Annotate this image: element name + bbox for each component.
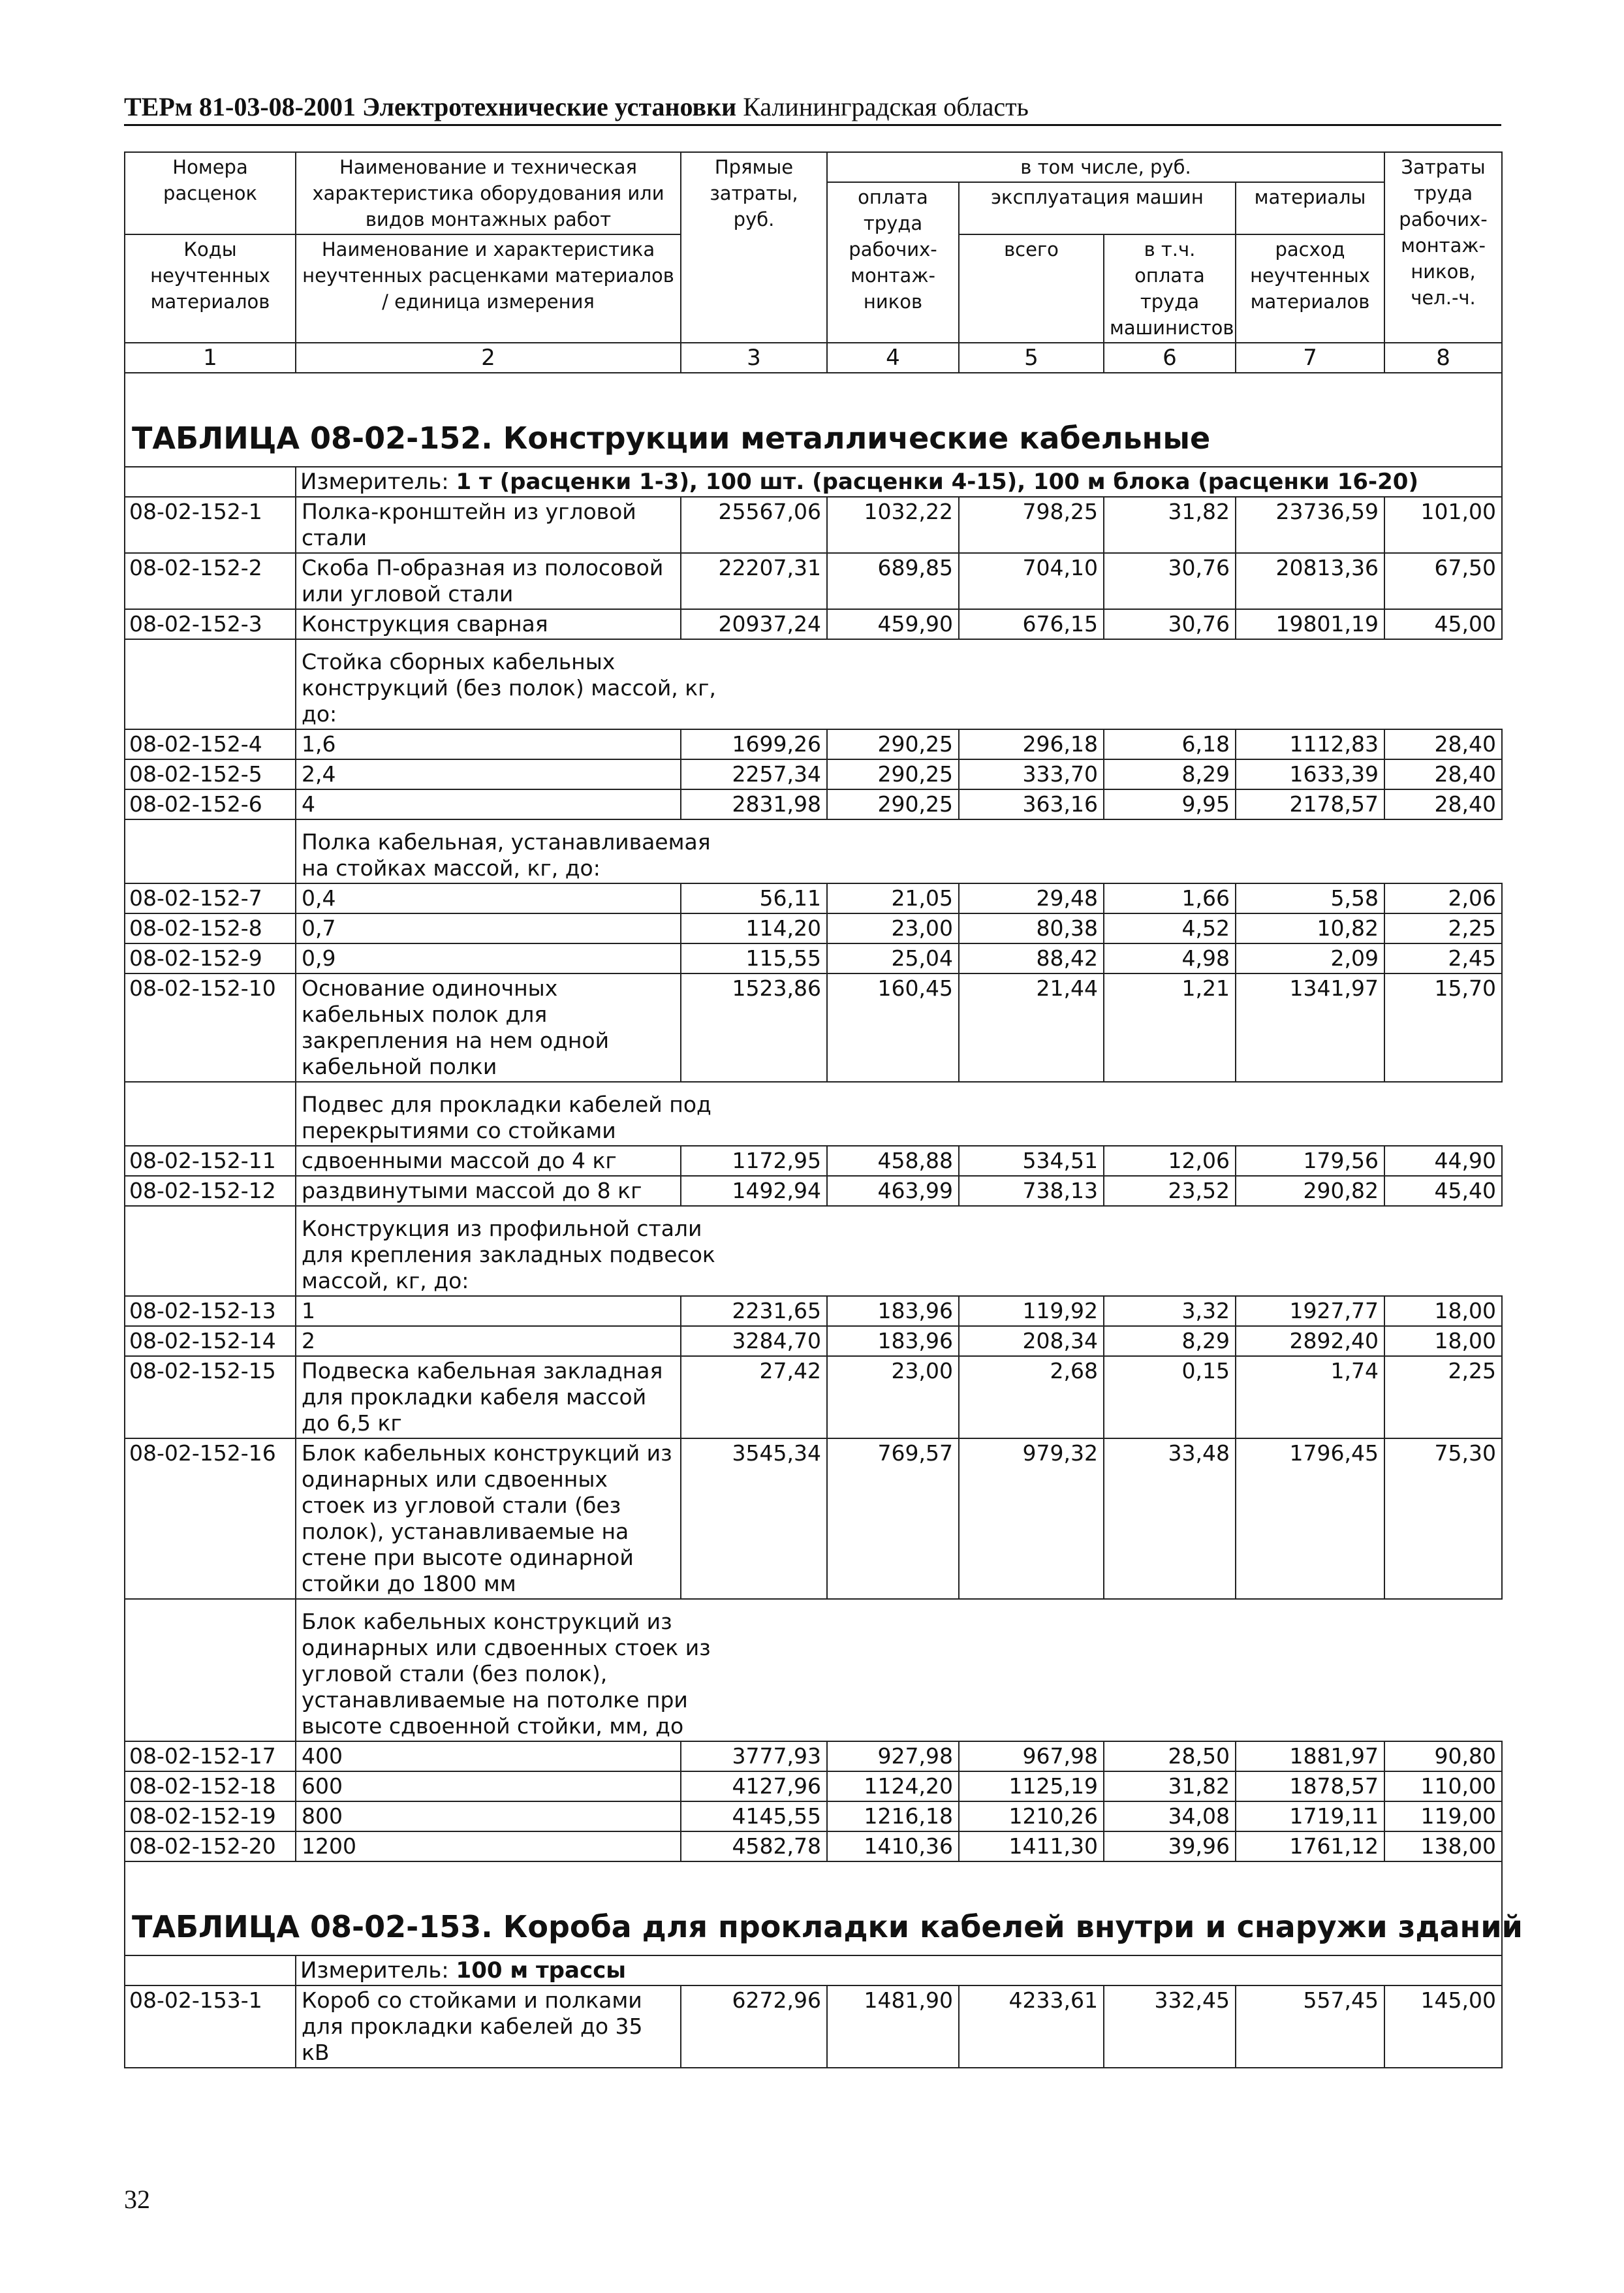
value-m_wage: 3,32: [1104, 1296, 1236, 1326]
value-m_total: 363,16: [959, 789, 1104, 819]
value-m_wage: 1,66: [1104, 883, 1236, 913]
value-m_total: 29,48: [959, 883, 1104, 913]
col-code-bottom: Коды неучтенных материалов: [125, 234, 296, 343]
value-m_wage: 6,18: [1104, 729, 1236, 759]
rate-code: 08-02-152-16: [125, 1438, 296, 1599]
rate-code: 08-02-152-6: [125, 789, 296, 819]
value-mat: 1,74: [1236, 1356, 1384, 1438]
rate-name: Скоба П-образная из полосовой или угловой стали: [296, 553, 681, 609]
value-direct: 1172,95: [681, 1146, 827, 1176]
table-row: [125, 789, 1502, 819]
value-mat: 1341,97: [1236, 973, 1384, 1082]
value-wage: 1481,90: [827, 1985, 959, 2068]
section-title-cell: [125, 1861, 1523, 1955]
rate-code: 08-02-152-17: [125, 1741, 296, 1771]
table-row: [125, 1801, 1502, 1831]
measure-spacer: [125, 467, 296, 497]
column-header-row-1: [125, 152, 1502, 182]
value-labor: 67,50: [1384, 553, 1502, 609]
rate-code: 08-02-152-20: [125, 1831, 296, 1861]
table-row: [125, 729, 1502, 759]
value-m_total: 1210,26: [959, 1801, 1104, 1831]
table-row: [125, 1176, 1502, 1206]
value-direct: 4582,78: [681, 1831, 827, 1861]
col-number: 3: [681, 343, 827, 373]
measure-label: Измеритель:: [300, 1957, 449, 1984]
value-direct: 56,11: [681, 883, 827, 913]
value-direct: 6272,96: [681, 1985, 827, 2068]
table-row: [125, 1985, 1502, 2068]
col-wage: оплата труда рабочих-монтаж-ников: [827, 182, 959, 343]
value-m_wage: 28,50: [1104, 1741, 1236, 1771]
rate-code: 08-02-152-3: [125, 609, 296, 639]
rate-code: 08-02-152-9: [125, 943, 296, 973]
value-mat: 1633,39: [1236, 759, 1384, 789]
rate-code: 08-02-152-4: [125, 729, 296, 759]
rate-name: Подвеска кабельная закладная для прокладки кабеля массой до 6,5 кг: [296, 1356, 681, 1438]
value-mat: 20813,36: [1236, 553, 1384, 609]
value-mat: 2178,57: [1236, 789, 1384, 819]
value-wage: 183,96: [827, 1326, 959, 1356]
table-row: [125, 883, 1502, 913]
value-direct: 1523,86: [681, 973, 827, 1082]
value-wage: 160,45: [827, 973, 959, 1082]
value-m_total: 798,25: [959, 497, 1104, 553]
col-name-top: Наименование и техническая характеристика оборудования или видов монтажных работ: [296, 152, 681, 234]
value-wage: 25,04: [827, 943, 959, 973]
col-number: 4: [827, 343, 959, 373]
code-cell-empty: [125, 1206, 296, 1296]
value-labor: 18,00: [1384, 1296, 1502, 1326]
col-number: 6: [1104, 343, 1236, 373]
value-direct: 3777,93: [681, 1741, 827, 1771]
col-number: 5: [959, 343, 1104, 373]
value-m_wage: 30,76: [1104, 609, 1236, 639]
value-m_total: 967,98: [959, 1741, 1104, 1771]
value-m_wage: 39,96: [1104, 1831, 1236, 1861]
col-machines: эксплуатация машин: [959, 182, 1236, 234]
measure-cell: [296, 1955, 1502, 1985]
value-m_total: 88,42: [959, 943, 1104, 973]
rate-code: 08-02-152-15: [125, 1356, 296, 1438]
rate-name: 1,6: [296, 729, 681, 759]
col-materials: материалы: [1236, 182, 1384, 234]
col-number: 7: [1236, 343, 1384, 373]
rate-name: Конструкция сварная: [296, 609, 681, 639]
table-section-heading: [125, 1861, 1502, 1955]
col-materials-sub: расход неучтенных материалов: [1236, 234, 1384, 343]
measure-value: 1 т (расценки 1-3), 100 шт. (расценки 4-15), 100 м блока (расценки 16-20): [456, 469, 1418, 495]
value-labor: 145,00: [1384, 1985, 1502, 2068]
column-number-row: [125, 343, 1502, 373]
value-mat: 179,56: [1236, 1146, 1384, 1176]
col-direct: Прямые затраты, руб.: [681, 152, 827, 343]
value-labor: 28,40: [1384, 789, 1502, 819]
value-m_total: 333,70: [959, 759, 1104, 789]
running-header: [124, 91, 1501, 122]
col-name-bottom: Наименование и характеристика неучтенных расценками материалов / единица измерения: [296, 234, 681, 343]
value-m_wage: 12,06: [1104, 1146, 1236, 1176]
rate-code: 08-02-152-8: [125, 913, 296, 943]
value-direct: 4145,55: [681, 1801, 827, 1831]
group-heading-row: [125, 819, 1502, 883]
value-labor: 45,40: [1384, 1176, 1502, 1206]
value-mat: 1761,12: [1236, 1831, 1384, 1861]
rate-name: Основание одиночных кабельных полок для закрепления на нем одной кабельной полки: [296, 973, 681, 1082]
value-mat: 1927,77: [1236, 1296, 1384, 1326]
rate-name: 1200: [296, 1831, 681, 1861]
measure-spacer: [125, 1955, 296, 1985]
header-rule: [124, 124, 1501, 126]
rate-code: 08-02-152-12: [125, 1176, 296, 1206]
value-wage: 463,99: [827, 1176, 959, 1206]
group-heading-row: [125, 1599, 1502, 1741]
section-title: ТАБЛИЦА 08-02-153. Короба для прокладки кабелей внутри и снаружи зданий: [132, 1909, 1523, 1944]
rate-code: 08-02-152-11: [125, 1146, 296, 1176]
value-m_total: 4233,61: [959, 1985, 1104, 2068]
group-heading: Полка кабельная, устанавливаемая на стойках массой, кг, до:: [296, 819, 1502, 883]
rate-code: 08-02-152-13: [125, 1296, 296, 1326]
value-m_total: 704,10: [959, 553, 1104, 609]
measure-row: [125, 1955, 1502, 1985]
table-row: [125, 913, 1502, 943]
rates-table: [124, 151, 1523, 2068]
code-cell-empty: [125, 639, 296, 729]
value-m_total: 208,34: [959, 1326, 1104, 1356]
value-direct: 20937,24: [681, 609, 827, 639]
table-row: [125, 1771, 1502, 1801]
value-mat: 1719,11: [1236, 1801, 1384, 1831]
value-m_wage: 23,52: [1104, 1176, 1236, 1206]
value-wage: 1032,22: [827, 497, 959, 553]
value-wage: 290,25: [827, 789, 959, 819]
value-labor: 44,90: [1384, 1146, 1502, 1176]
value-mat: 5,58: [1236, 883, 1384, 913]
value-labor: 28,40: [1384, 729, 1502, 759]
value-wage: 183,96: [827, 1296, 959, 1326]
col-code-top: Номера расценок: [125, 152, 296, 234]
value-labor: 2,25: [1384, 913, 1502, 943]
group-heading-row: [125, 1082, 1502, 1146]
value-direct: 22207,31: [681, 553, 827, 609]
value-mat: 1796,45: [1236, 1438, 1384, 1599]
table-row: [125, 1146, 1502, 1176]
value-wage: 689,85: [827, 553, 959, 609]
group-heading-row: [125, 1206, 1502, 1296]
value-m_total: 979,32: [959, 1438, 1104, 1599]
value-mat: 2,09: [1236, 943, 1384, 973]
value-mat: 1881,97: [1236, 1741, 1384, 1771]
table-row: [125, 609, 1502, 639]
value-m_total: 1411,30: [959, 1831, 1104, 1861]
value-direct: 114,20: [681, 913, 827, 943]
value-labor: 2,25: [1384, 1356, 1502, 1438]
value-labor: 138,00: [1384, 1831, 1502, 1861]
value-m_total: 534,51: [959, 1146, 1104, 1176]
rate-name: 600: [296, 1771, 681, 1801]
value-m_total: 80,38: [959, 913, 1104, 943]
value-labor: 18,00: [1384, 1326, 1502, 1356]
value-direct: 4127,96: [681, 1771, 827, 1801]
value-direct: 1492,94: [681, 1176, 827, 1206]
page-number: 32: [124, 2185, 150, 2214]
code-cell-empty: [125, 1599, 296, 1741]
rate-code: 08-02-152-1: [125, 497, 296, 553]
rate-name: 2: [296, 1326, 681, 1356]
rate-name: Блок кабельных конструкций из одинарных или сдвоенных стоек из угловой стали (без полок), устанавливаемые на стене при высоте одинарной стойки до 1800 мм: [296, 1438, 681, 1599]
value-direct: 2831,98: [681, 789, 827, 819]
value-m_total: 676,15: [959, 609, 1104, 639]
rate-name: 400: [296, 1741, 681, 1771]
rate-code: 08-02-152-7: [125, 883, 296, 913]
value-m_wage: 8,29: [1104, 759, 1236, 789]
code-cell-empty: [125, 819, 296, 883]
value-wage: 23,00: [827, 913, 959, 943]
col-number: 1: [125, 343, 296, 373]
group-heading-row: [125, 639, 1502, 729]
value-m_wage: 4,52: [1104, 913, 1236, 943]
rate-name: 2,4: [296, 759, 681, 789]
value-wage: 769,57: [827, 1438, 959, 1599]
table-row: [125, 1438, 1502, 1599]
table-row: [125, 553, 1502, 609]
section-title: ТАБЛИЦА 08-02-152. Конструкции металлические кабельные: [132, 420, 1211, 456]
rate-name: 4: [296, 789, 681, 819]
value-labor: 2,06: [1384, 883, 1502, 913]
value-m_wage: 31,82: [1104, 1771, 1236, 1801]
value-direct: 115,55: [681, 943, 827, 973]
value-direct: 3284,70: [681, 1326, 827, 1356]
rate-code: 08-02-152-19: [125, 1801, 296, 1831]
value-wage: 1124,20: [827, 1771, 959, 1801]
table-row: [125, 497, 1502, 553]
table-row: [125, 1326, 1502, 1356]
rate-code: 08-02-152-18: [125, 1771, 296, 1801]
table-row: [125, 973, 1502, 1082]
value-m_total: 2,68: [959, 1356, 1104, 1438]
value-wage: 927,98: [827, 1741, 959, 1771]
value-mat: 10,82: [1236, 913, 1384, 943]
col-number: 2: [296, 343, 681, 373]
header-title: ТЕРм 81-03-08-2001 Электротехнические установки: [124, 92, 737, 121]
value-direct: 2257,34: [681, 759, 827, 789]
value-m_wage: 332,45: [1104, 1985, 1236, 2068]
measure-cell: [296, 467, 1502, 497]
value-m_wage: 4,98: [1104, 943, 1236, 973]
value-wage: 23,00: [827, 1356, 959, 1438]
value-m_wage: 33,48: [1104, 1438, 1236, 1599]
measure-row: [125, 467, 1502, 497]
rate-name: Полка-кронштейн из угловой стали: [296, 497, 681, 553]
rate-name: 0,9: [296, 943, 681, 973]
table-row: [125, 759, 1502, 789]
table-row: [125, 1831, 1502, 1861]
rate-name: 800: [296, 1801, 681, 1831]
value-labor: 90,80: [1384, 1741, 1502, 1771]
value-labor: 45,00: [1384, 609, 1502, 639]
value-direct: 27,42: [681, 1356, 827, 1438]
header-region: Калининградская область: [743, 92, 1029, 121]
value-wage: 290,25: [827, 759, 959, 789]
col-machines-total: всего: [959, 234, 1104, 343]
section-title-cell: [125, 373, 1502, 467]
value-wage: 290,25: [827, 729, 959, 759]
value-m_wage: 8,29: [1104, 1326, 1236, 1356]
rate-name: 0,4: [296, 883, 681, 913]
value-m_total: 1125,19: [959, 1771, 1104, 1801]
value-m_total: 21,44: [959, 973, 1104, 1082]
value-m_total: 119,92: [959, 1296, 1104, 1326]
group-heading: Стойка сборных кабельных конструкций (без полок) массой, кг, до:: [296, 639, 1502, 729]
table-row: [125, 1356, 1502, 1438]
value-m_total: 738,13: [959, 1176, 1104, 1206]
value-m_wage: 1,21: [1104, 973, 1236, 1082]
value-m_wage: 34,08: [1104, 1801, 1236, 1831]
rate-name: раздвинутыми массой до 8 кг: [296, 1176, 681, 1206]
value-mat: 23736,59: [1236, 497, 1384, 553]
value-m_wage: 9,95: [1104, 789, 1236, 819]
value-labor: 110,00: [1384, 1771, 1502, 1801]
value-mat: 557,45: [1236, 1985, 1384, 2068]
group-heading: Блок кабельных конструкций из одинарных или сдвоенных стоек из угловой стали (без полок), устанавливаемые на потолке при высоте сдвоенной стойки, мм, до: [296, 1599, 1502, 1741]
value-mat: 290,82: [1236, 1176, 1384, 1206]
col-labor: Затраты труда рабочих-монтаж-ников, чел.-ч.: [1384, 152, 1502, 343]
code-cell-empty: [125, 1082, 296, 1146]
rate-code: 08-02-152-14: [125, 1326, 296, 1356]
rate-name: 0,7: [296, 913, 681, 943]
value-mat: 1878,57: [1236, 1771, 1384, 1801]
value-labor: 2,45: [1384, 943, 1502, 973]
value-mat: 19801,19: [1236, 609, 1384, 639]
table-row: [125, 943, 1502, 973]
value-wage: 1216,18: [827, 1801, 959, 1831]
measure-value: 100 м трассы: [456, 1957, 627, 1984]
value-wage: 1410,36: [827, 1831, 959, 1861]
value-labor: 101,00: [1384, 497, 1502, 553]
group-heading: Конструкция из профильной стали для крепления закладных подвесок массой, кг, до:: [296, 1206, 1502, 1296]
value-wage: 458,88: [827, 1146, 959, 1176]
rate-code: 08-02-152-2: [125, 553, 296, 609]
value-wage: 459,90: [827, 609, 959, 639]
rate-name: Короб со стойками и полками для прокладки кабелей до 35 кВ: [296, 1985, 681, 2068]
value-direct: 1699,26: [681, 729, 827, 759]
value-direct: 25567,06: [681, 497, 827, 553]
value-m_wage: 0,15: [1104, 1356, 1236, 1438]
group-heading: Подвес для прокладки кабелей под перекрытиями со стойками: [296, 1082, 1502, 1146]
value-mat: 2892,40: [1236, 1326, 1384, 1356]
rate-name: сдвоенными массой до 4 кг: [296, 1146, 681, 1176]
value-mat: 1112,83: [1236, 729, 1384, 759]
value-labor: 28,40: [1384, 759, 1502, 789]
value-labor: 119,00: [1384, 1801, 1502, 1831]
value-labor: 75,30: [1384, 1438, 1502, 1599]
table-row: [125, 1296, 1502, 1326]
rate-code: 08-02-152-5: [125, 759, 296, 789]
value-direct: 2231,65: [681, 1296, 827, 1326]
value-wage: 21,05: [827, 883, 959, 913]
value-m_total: 296,18: [959, 729, 1104, 759]
rate-code: 08-02-153-1: [125, 1985, 296, 2068]
measure-label: Измеритель:: [300, 469, 449, 495]
rate-name: 1: [296, 1296, 681, 1326]
col-machines-wage: в т.ч. оплата труда машинистов: [1104, 234, 1236, 343]
value-m_wage: 31,82: [1104, 497, 1236, 553]
value-labor: 15,70: [1384, 973, 1502, 1082]
table-row: [125, 1741, 1502, 1771]
table-section-heading: [125, 373, 1502, 467]
rate-code: 08-02-152-10: [125, 973, 296, 1082]
value-m_wage: 30,76: [1104, 553, 1236, 609]
col-number: 8: [1384, 343, 1502, 373]
col-incl: в том числе, руб.: [827, 152, 1384, 182]
value-direct: 3545,34: [681, 1438, 827, 1599]
